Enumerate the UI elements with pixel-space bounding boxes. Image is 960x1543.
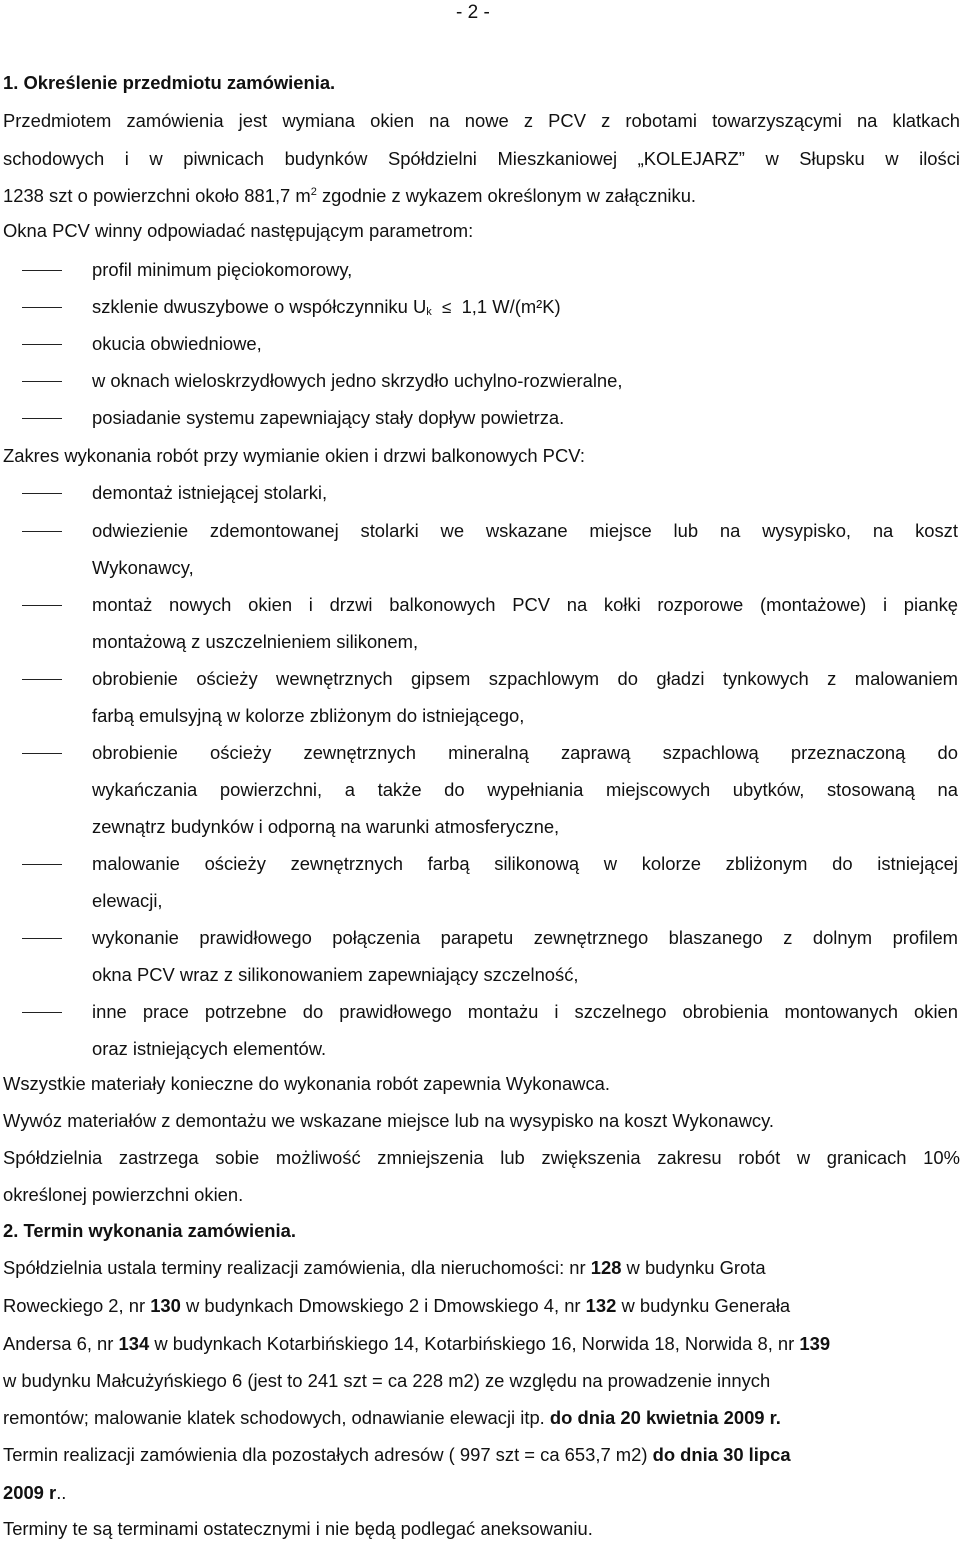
terms-text: Andersa 6, nr — [3, 1333, 119, 1354]
list-dash — [22, 418, 62, 419]
scope-intro: Zakres wykonania robót przy wymianie okien i drzwi balkonowych PCV: — [3, 445, 585, 466]
scope-item-cont: wykańczania powierzchni, a także do wypełniania miejscowych ubytków, stosowaną na — [92, 779, 958, 800]
intro-line-3 — [3, 185, 960, 207]
property-number: 128 — [590, 1257, 622, 1278]
less-or-equal-symbol: ≤ — [441, 298, 452, 317]
property-number: 130 — [150, 1295, 181, 1316]
scope-item-cont: montażową z uszczelnieniem silikonem, — [92, 631, 419, 652]
scope-item: obrobienie ościeży zewnętrznych mineralną zaprawą szpachlową przeznaczoną do — [92, 742, 958, 763]
closing-line: określonej powierzchni okien. — [3, 1184, 244, 1205]
terms-text: remontów; malowanie klatek schodowych, odnawianie elewacji itp. — [3, 1407, 550, 1428]
list-dash — [22, 938, 62, 939]
terms-line — [3, 1407, 960, 1429]
deadline-date: 2009 r — [3, 1482, 57, 1503]
terms-text: w budynku Generała — [616, 1295, 791, 1316]
list-dash — [22, 381, 62, 382]
closing-line: Spółdzielnia zastrzega sobie możliwość zmniejszenia lub zwiększenia zakresu robót w granicach 10% — [3, 1147, 960, 1168]
property-number: 139 — [799, 1333, 831, 1354]
scope-item-cont: zewnątrz budynków i odporną na warunki atmosferyczne, — [92, 816, 560, 837]
terms-text: Spółdzielnia ustala terminy realizacji zamówienia, dla nieruchomości: nr — [3, 1257, 591, 1278]
list-dash — [22, 270, 62, 271]
terms-text: w budynkach Dmowskiego 2 i Dmowskiego 4, nr — [180, 1295, 586, 1316]
terms-text: w budynkach Kotarbińskiego 14, Kotarbińskiego 16, Norwida 18, Norwida 8, nr — [149, 1333, 800, 1354]
terms-line — [3, 1257, 960, 1279]
terms-line: w budynku Małcużyńskiego 6 (jest to 241 szt = ca 228 m2) ze względu na prowadzenie innych — [3, 1370, 771, 1391]
list-dash — [22, 679, 62, 680]
intro-line-3-tail: zgodnie z wykazem określonym w załączniku. — [316, 185, 697, 206]
property-number: 134 — [118, 1333, 150, 1354]
terms-line: Terminy te są terminami ostatecznymi i nie będą podlegać aneksowaniu. — [3, 1518, 593, 1539]
closing-line: Wszystkie materiały konieczne do wykonania robót zapewnia Wykonawca. — [3, 1073, 610, 1094]
terms-line — [3, 1333, 960, 1355]
intro-line-2: schodowych i w piwnicach budynków Spółdzielni Mieszkaniowej „KOLEJARZ” w Słupsku w ilości — [3, 148, 960, 169]
param-item: w oknach wieloskrzydłowych jedno skrzydło uchylno-rozwieralne, — [92, 370, 623, 391]
scope-item: demontaż istniejącej stolarki, — [92, 482, 328, 503]
param-item-text: szklenie dwuszybowe o współczynniku U — [92, 296, 427, 317]
scope-item: montaż nowych okien i drzwi balkonowych PCV na kołki rozporowe (montażowe) i piankę — [92, 594, 958, 615]
params-intro: Okna PCV winny odpowiadać następującym parametrom: — [3, 220, 474, 241]
terms-line — [3, 1444, 960, 1466]
list-dash — [22, 307, 62, 308]
section-2-heading: 2. Termin wykonania zamówienia. — [3, 1220, 296, 1241]
terms-text: .. — [56, 1482, 67, 1503]
terms-text: Termin realizacji zamówienia dla pozostałych adresów ( 997 szt = ca 653,7 m2) — [3, 1444, 653, 1465]
param-item: profil minimum pięciokomorowy, — [92, 259, 353, 280]
param-item: okucia obwiedniowe, — [92, 333, 262, 354]
scope-item-cont: farbą emulsyjną w kolorze zbliżonym do istniejącego, — [92, 705, 525, 726]
terms-text: Roweckiego 2, nr — [3, 1295, 151, 1316]
list-dash — [22, 1012, 62, 1013]
scope-item: malowanie ościeży zewnętrznych farbą silikonową w kolorze zbliżonym do istniejącej — [92, 853, 958, 874]
scope-item: inne prace potrzebne do prawidłowego montażu i szczelnego obrobienia montowanych okien — [92, 1001, 958, 1022]
scope-item-cont: okna PCV wraz z silikonowaniem zapewniający szczelność, — [92, 964, 579, 985]
deadline-date: do dnia 30 lipca — [652, 1444, 791, 1465]
list-dash — [22, 753, 62, 754]
area-superscript: 2 — [310, 186, 317, 198]
list-dash — [22, 344, 62, 345]
list-dash — [22, 864, 62, 865]
scope-item-cont: Wykonawcy, — [92, 557, 194, 578]
terms-line — [3, 1482, 960, 1504]
property-number: 132 — [585, 1295, 617, 1316]
intro-line-3-text: 1238 szt o powierzchni około 881,7 m — [3, 185, 311, 206]
intro-line-1: Przedmiotem zamówienia jest wymiana okien na nowe z PCV z robotami towarzyszącymi na klatkach — [3, 110, 960, 131]
scope-item-cont: elewacji, — [92, 890, 163, 911]
list-dash — [22, 493, 62, 494]
scope-item: wykonanie prawidłowego połączenia parapetu zewnętrznego blaszanego z dolnym profilem — [92, 927, 958, 948]
scope-item: odwiezienie zdemontowanej stolarki we wskazane miejsce lub na wysypisko, na koszt — [92, 520, 958, 541]
terms-text: w budynku Grota — [621, 1257, 766, 1278]
closing-line: Wywóz materiałów z demontażu we wskazane miejsce lub na wysypisko na koszt Wykonawcy. — [3, 1110, 775, 1131]
terms-text: . — [775, 1407, 781, 1428]
section-1-heading: 1. Określenie przedmiotu zamówienia. — [3, 72, 336, 93]
u-subscript: k — [426, 306, 432, 318]
param-item-value: 1,1 W/(m²K) — [461, 296, 561, 317]
list-dash — [22, 605, 62, 606]
terms-line — [3, 1295, 960, 1317]
list-dash — [22, 531, 62, 532]
param-item — [92, 296, 958, 319]
page-number: - 2 - — [456, 2, 490, 23]
param-item: posiadanie systemu zapewniający stały dopływ powietrza. — [92, 407, 565, 428]
scope-item-cont: oraz istniejących elementów. — [92, 1038, 327, 1059]
scope-item: obrobienie ościeży wewnętrznych gipsem szpachlowym do gładzi tynkowych z malowaniem — [92, 668, 958, 689]
deadline-date: do dnia 20 kwietnia 2009 r — [549, 1407, 776, 1428]
